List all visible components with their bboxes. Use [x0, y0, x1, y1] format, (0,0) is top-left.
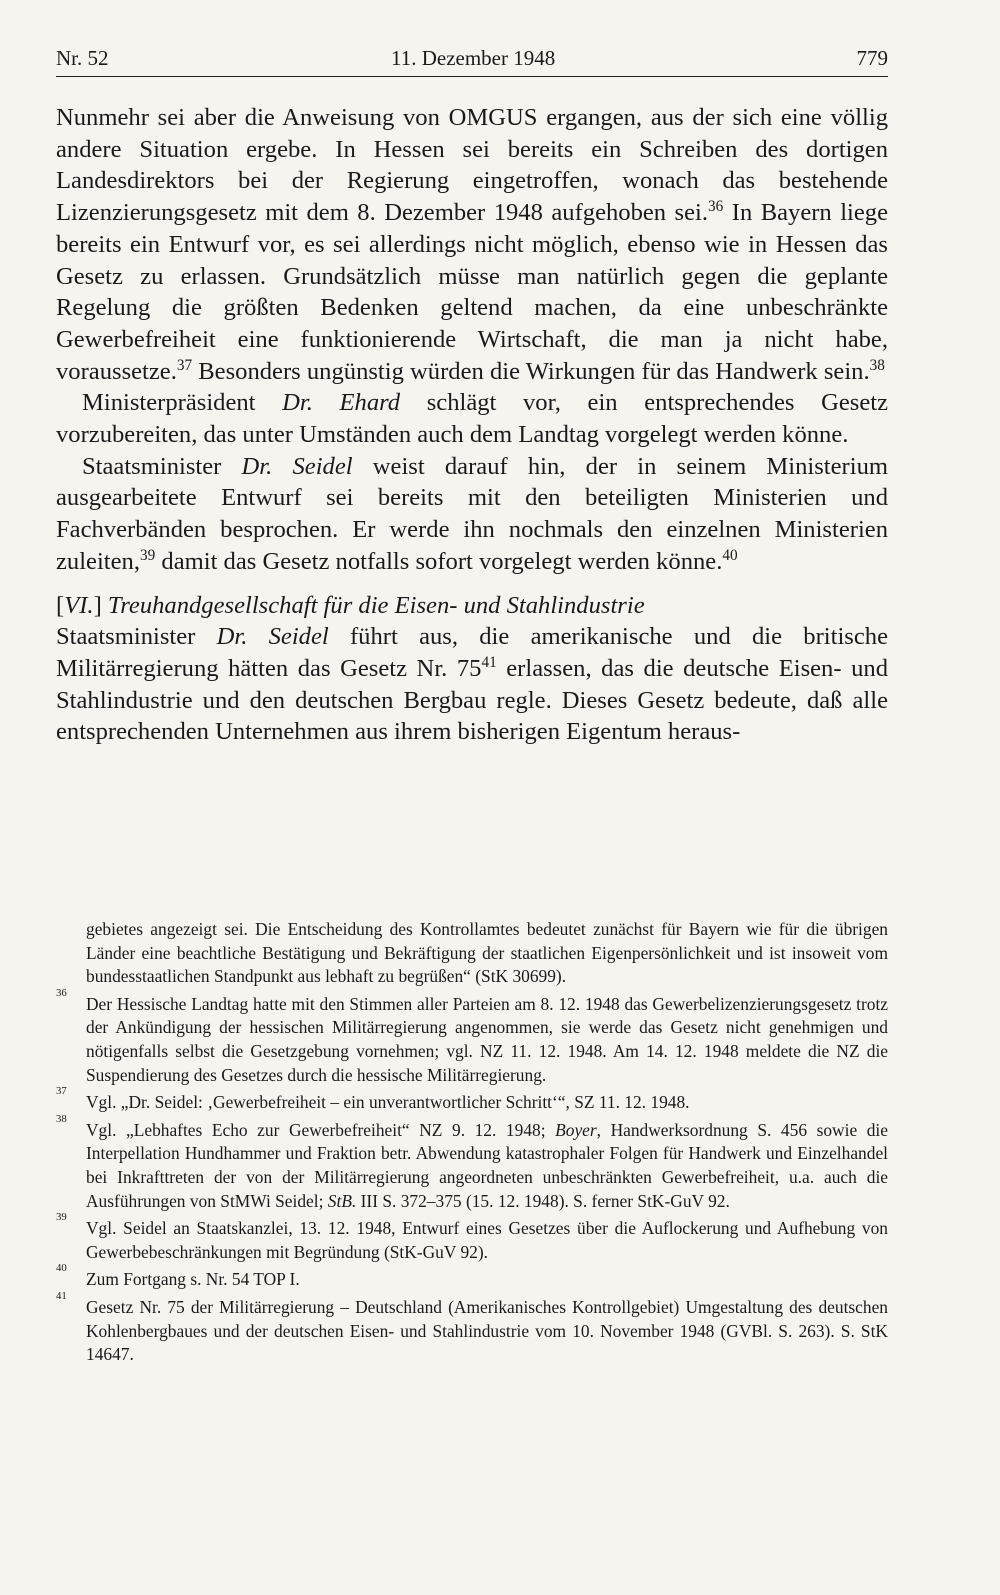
footnote-40: 40 Zum Fortgang s. Nr. 54 TOP I.	[56, 1262, 300, 1290]
footnote-ref-41[interactable]: 41	[481, 653, 497, 671]
section-title: Treuhandgesellschaft für die Eisen- und Stahlindustrie	[107, 591, 645, 619]
footnote-37: 37 Vgl. „Dr. Seidel: ‚Gewerbefreiheit – ein unverantwortlicher Schritt‘“, SZ 11. 12. 1948.	[56, 1085, 690, 1113]
footnote-ref-36[interactable]: 36	[708, 197, 724, 215]
section-numeral: VI.	[64, 591, 94, 619]
footnote-ref-37[interactable]: 37	[176, 356, 193, 374]
paragraph-text: In Bayern liege bereits ein Entwurf vor, es sei allerdings nicht möglich, ebenso wie in Hessen das Gesetz zu erlassen. Grundsätzlich müsse man natürlich gegen die geplante Regelung die größten Bedenken geltend machen, da eine unbeschränkte Gewerbefreiheit eine funktionierende Wirtschaft, die man ja nicht habe, voraussetze.	[56, 199, 888, 385]
speaker-name: Dr. Ehard	[282, 389, 401, 417]
paragraph-text: Ministerpräsident	[82, 389, 283, 417]
page-header	[56, 46, 888, 77]
paragraph-1	[56, 102, 888, 387]
document-number: Nr. 52	[56, 46, 109, 70]
footnote-text: III S. 372–375 (15. 12. 1948). S. ferner StK-GuV 92.	[356, 1190, 730, 1211]
bracket-open: [	[56, 591, 65, 619]
footnotes	[56, 918, 888, 1371]
paragraph-text: erlassen, das die deutsche Eisen- und Stahlindustrie und den deutschen Bergbau regle. Dieses Gesetz bedeute, daß alle entsprechenden Unternehmen aus ihrem bisherigen Eigentum heraus-	[56, 654, 888, 746]
main-text	[56, 102, 888, 748]
header-date: 11. Dezember 1948	[391, 46, 556, 70]
footnote-38: 38 Vgl. „Lebhaftes Echo zur Gewerbefreiheit“ NZ 9. 12. 1948; Boyer, Handwerksordnung S. 456 sowie die Interpellation Hundhammer und Fraktion betr. Abwendung katastrophaler Folgen für Handwerk und Einzelhandel bei Inkrafttreten der von der Militärregierung angeordneten unbeschränkten Gewerbefreiheit, u.a. auch die Ausführungen von StMWi Seidel; StB. III S. 372–375 (15. 12. 1948). S. ferner StK-GuV 92.	[56, 1112, 888, 1211]
speaker-name: Dr. Seidel	[216, 623, 329, 651]
paragraph-text: Staatsminister	[56, 623, 217, 651]
source-abbrev: StB.	[327, 1190, 357, 1211]
paragraph-text: damit das Gesetz notfalls sofort vorgelegt werden könne.	[155, 547, 723, 575]
paragraph-text: Staatsminister	[82, 452, 242, 480]
footnote-39: 39 Vgl. Seidel an Staatskanzlei, 13. 12. 1948, Entwurf eines Gesetzes über die Auflockerung und Aufhebung von Gewerbebeschränkungen mit Begründung (StK-GuV 92).	[56, 1211, 888, 1262]
footnote-41: 41 Gesetz Nr. 75 der Militärregierung – Deutschland (Amerikanisches Kontrollgebiet) Umgestaltung des deutschen Kohlenbergbaues und der deutschen Eisen- und Stahlindustrie vom 10. November 1948 (GVBl. S. 263). S. StK 14647.	[56, 1289, 888, 1365]
footnote-text: Zum Fortgang s. Nr. 54 TOP I.	[86, 1269, 300, 1290]
footnote-text: gebietes angezeigt sei. Die Entscheidung des Kontrollamtes bedeutet zunächst für Bayern wie für die übrigen Länder eine beachtliche Bestätigung und Bekräftigung der staatlichen Eigenpersönlichkeit und ist insoweit vom bundesstaatlichen Standpunkt aus lebhaft zu begrüßen“ (StK 30699).	[86, 919, 888, 987]
footnote-ref-38[interactable]: 38	[869, 356, 885, 374]
author-name: Boyer	[555, 1119, 597, 1140]
footnote-continued	[56, 918, 888, 989]
paragraph-3	[56, 451, 888, 578]
paragraph-text: Besonders ungünstig würden die Wirkungen für das Handwerk sein.	[192, 357, 870, 385]
footnote-ref-40[interactable]: 40	[722, 546, 738, 564]
bracket-close: ]	[93, 591, 108, 619]
footnote-text: Gesetz Nr. 75 der Militärregierung – Deutschland (Amerikanisches Kontrollgebiet) Umgestaltung des deutschen Kohlenbergbaues und der deutschen Eisen- und Stahlindustrie vom 10. November 1948 (GVBl. S. 263). S. StK 14647.	[86, 1296, 888, 1365]
paragraph-text: weist darauf hin, der in seinem Ministerium ausgearbeitete Entwurf sei bereits mit den beteiligten Ministerien und Fachverbänden besprochen. Er werde ihn nochmals den einzelnen Ministerien zuleiten,	[56, 452, 889, 575]
page-number: 779	[856, 46, 888, 70]
section-heading	[56, 590, 888, 622]
footnote-ref-39[interactable]: 39	[140, 546, 156, 564]
paragraph-text: schlägt vor, ein entsprechendes Gesetz vorzubereiten, das unter Umständen auch dem Landtag vorgelegt werden könne.	[56, 389, 888, 449]
paragraph-4	[56, 621, 888, 748]
paragraph-text: Nunmehr sei aber die Anweisung von OMGUS ergangen, aus der sich eine völlig andere Situation ergebe. In Hessen sei bereits ein Schreiben des dortigen Landesdirektors bei der Regierung eingetroffen, wonach das bestehende Lizenzierungsgesetz mit dem 8. Dezember 1948 aufgehoben sei.	[56, 104, 888, 227]
footnote-text: Vgl. „Lebhaftes Echo zur Gewerbefreiheit“ NZ 9. 12. 1948;	[86, 1119, 556, 1140]
paragraph-2	[56, 387, 888, 450]
paragraph-text: führt aus, die amerikanische und die britische Militärregierung hätten das Gesetz Nr. 75	[56, 623, 888, 682]
footnote-36: 36 Der Hessische Landtag hatte mit den Stimmen aller Parteien am 8. 12. 1948 das Gewerbelizenzierungsgesetz trotz der Ankündigung der hessischen Militärregierung angenommen, sie werde das Gesetz nicht genehmigen und nötigenfalls selbst die Gesetzgebung vornehmen; vgl. NZ 11. 12. 1948. Am 14. 12. 1948 meldete die NZ die Suspendierung des Gesetzes durch die hessische Militärregierung.	[56, 986, 888, 1085]
footnote-text: , Handwerksordnung S. 456 sowie die Interpellation Hundhammer und Fraktion betr. Abwendung katastrophaler Folgen für Handwerk und Einzelhandel bei Inkrafttreten der von der Militärregierung angeordneten unbeschränkten Gewerbefreiheit, u.a. auch die Ausführungen von StMWi Seidel;	[86, 1119, 888, 1211]
speaker-name: Dr. Seidel	[241, 452, 353, 480]
footnote-text: Vgl. „Dr. Seidel: ‚Gewerbefreiheit – ein unverantwortlicher Schritt‘“, SZ 11. 12. 1948.	[86, 1092, 690, 1113]
footnote-text: Vgl. Seidel an Staatskanzlei, 13. 12. 1948, Entwurf eines Gesetzes über die Auflockerung und Aufhebung von Gewerbebeschränkungen mit Begründung (StK-GuV 92).	[86, 1218, 888, 1262]
footnote-text: Der Hessische Landtag hatte mit den Stimmen aller Parteien am 8. 12. 1948 das Gewerbelizenzierungsgesetz trotz der Ankündigung der hessischen Militärregierung angenommen, sie werde das Gesetz nicht genehmigen und nötigenfalls selbst die Gesetzgebung vornehmen; vgl. NZ 11. 12. 1948. Am 14. 12. 1948 meldete die NZ die Suspendierung des Gesetzes durch die hessische Militärregierung.	[86, 993, 888, 1085]
